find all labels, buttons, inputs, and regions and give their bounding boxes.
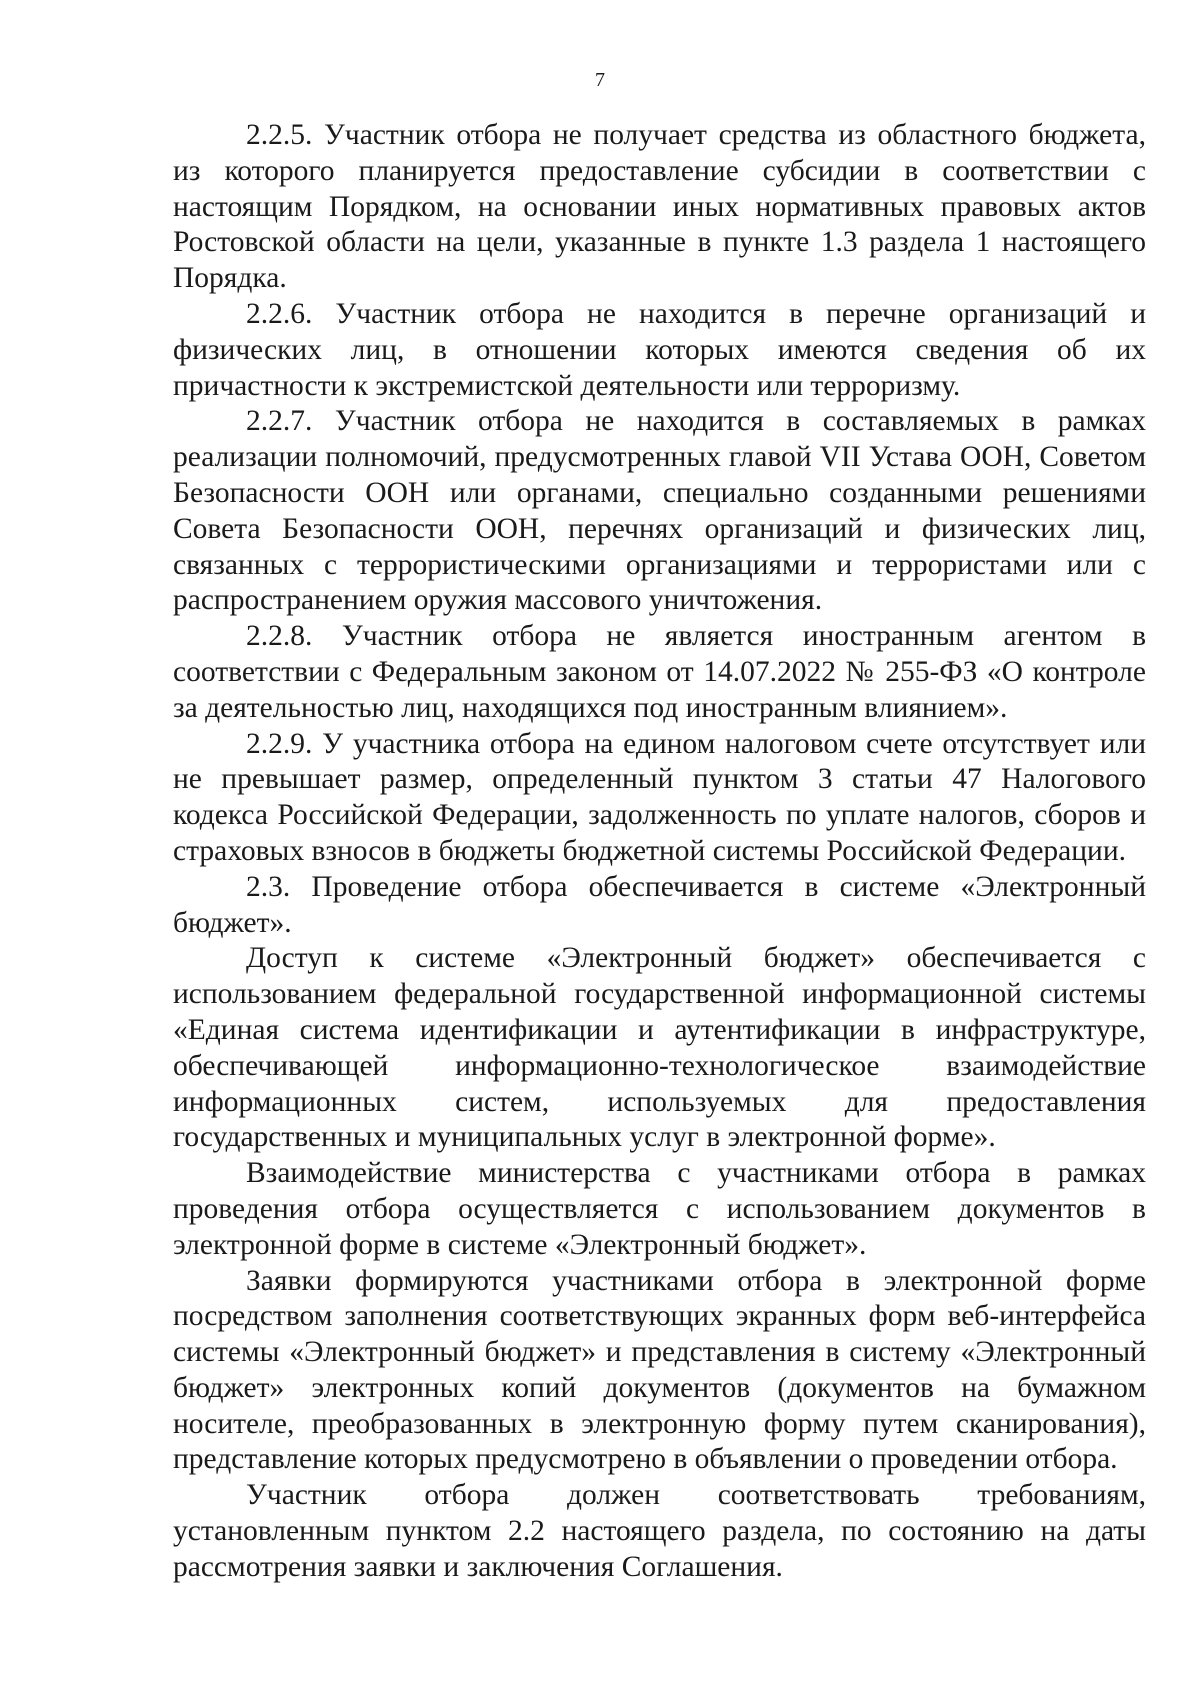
document-body (173, 118, 1146, 1586)
paragraph-2-2-8: 2.2.8. Участник отбора не является иностранным агентом в соответствии с Федеральным законом от 14.07.2022 № 255-ФЗ «О контроле за деятельностью лиц, находящихся под иностранным влиянием». (173, 620, 1146, 724)
paragraph-applications: Заявки формируются участниками отбора в электронной форме посредством заполнения соответствующих экранных форм веб-интерфейса системы «Электронный бюджет» и представления в систему «Электронный бюджет» электронных копий документов (документов на бумажном носителе, преобразованных в электронную форму путем сканирования), представление которых предусмотрено в объявлении о проведении отбора. (173, 1264, 1146, 1476)
paragraph-interaction: Взаимодействие министерства с участниками отбора в рамках проведения отбора осуществляется с использованием документов в электронной форме в системе «Электронный бюджет». (173, 1157, 1146, 1261)
paragraph-2-2-9: 2.2.9. У участника отбора на едином налоговом счете отсутствует или не превышает размер, определенный пунктом 3 статьи 47 Налогового кодекса Российской Федерации, задолженность по уплате налогов, сборов и страховых взносов в бюджеты бюджетной системы Российской Федерации. (173, 727, 1146, 867)
paragraph-2-2-5: 2.2.5. Участник отбора не получает средства из областного бюджета, из которого планируется предоставление субсидии в соответствии с настоящим Порядком, на основании иных нормативных правовых актов Ростовской области на цели, указанные в пункте 1.3 раздела 1 настоящего Порядка. (173, 119, 1146, 295)
paragraph-2-3: 2.3. Проведение отбора обеспечивается в системе «Электронный бюджет». (173, 870, 1146, 939)
paragraph-2-2-7: 2.2.7. Участник отбора не находится в составляемых в рамках реализации полномочий, предусмотренных главой VII Устава ООН, Советом Безопасности ООН или органами, специально созданными решениями Совета Безопасности ООН, перечнях организаций и физических лиц, связанных с террористическими организациями и террористами или с распространением оружия массового уничтожения. (173, 405, 1146, 617)
paragraph-requirements: Участник отбора должен соответствовать требованиям, установленным пунктом 2.2 настоящего раздела, по состоянию на даты рассмотрения заявки и заключения Соглашения. (173, 1479, 1146, 1583)
paragraph-access-system: Доступ к системе «Электронный бюджет» обеспечивается с использованием федеральной государственной информационной системы «Единая система идентификации и аутентификации в инфраструктуре, обеспечивающей информационно-технологическое взаимодействие информационных систем, используемых для предоставления государственных и муниципальных услуг в электронной форме». (173, 942, 1146, 1154)
page-number: 7 (595, 69, 605, 91)
paragraph-2-2-6: 2.2.6. Участник отбора не находится в перечне организаций и физических лиц, в отношении которых имеются сведения об их причастности к экстремистской деятельности или терроризму. (173, 297, 1146, 402)
